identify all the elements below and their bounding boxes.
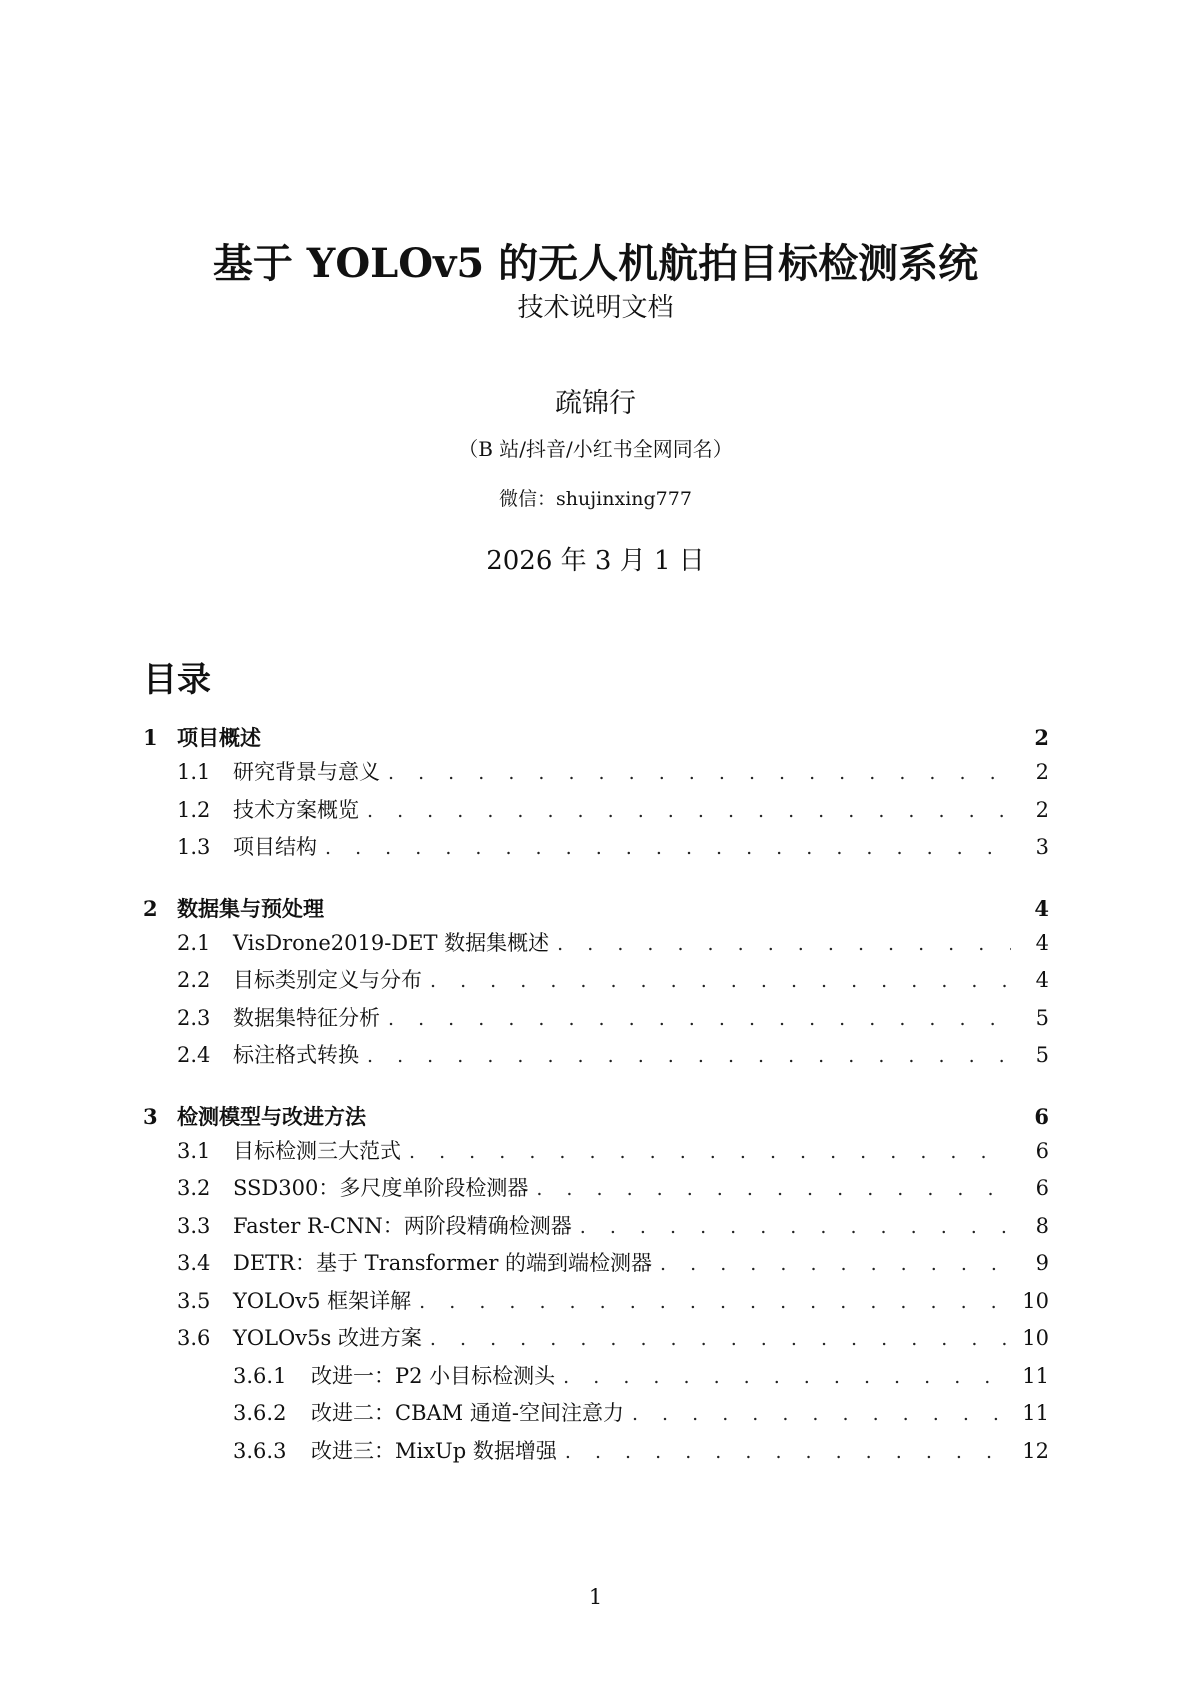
- document-subtitle: 技术说明文档: [517, 293, 674, 323]
- toc-entry-number: 2.2: [177, 968, 211, 992]
- toc-section-number: 1: [143, 725, 158, 750]
- toc-leader-dots: [430, 970, 1011, 992]
- toc-page-number: 4: [1034, 895, 1049, 921]
- toc-entry-title: YOLOv5 框架详解: [233, 1288, 412, 1313]
- toc-entry-number: 2.1: [177, 930, 211, 955]
- toc-entry-number: 1.1: [177, 760, 211, 784]
- toc-leader-dots: [367, 800, 1011, 822]
- toc-section[interactable]: [143, 722, 1049, 756]
- toc-entry[interactable]: [143, 1285, 1049, 1323]
- toc-entry-title: 改进二：CBAM 通道-空间注意力: [311, 1401, 624, 1425]
- document-title: 基于 YOLOv5 的无人机航拍目标检测系统: [212, 240, 979, 287]
- toc-page-number: 3: [1035, 835, 1049, 859]
- toc-entry-number: 2.4: [177, 1043, 211, 1067]
- toc-entry-number: 3.3: [177, 1213, 211, 1238]
- toc-heading: 目录: [143, 660, 211, 700]
- toc-leader-dots: [419, 1291, 1011, 1313]
- toc-entry-title: 目标检测三大范式: [233, 1138, 401, 1163]
- toc-entry[interactable]: [143, 1002, 1049, 1040]
- toc-entry-title: 研究背景与意义: [233, 760, 380, 784]
- toc-leader-dots: [565, 1441, 1011, 1463]
- toc-leader-dots: [430, 1328, 1011, 1350]
- toc-entry[interactable]: [143, 794, 1049, 832]
- toc-entry[interactable]: [143, 756, 1049, 794]
- toc-entry[interactable]: [143, 1210, 1049, 1248]
- toc-entry-title: Faster R-CNN：两阶段精确检测器: [233, 1213, 572, 1238]
- title-block: [0, 238, 1191, 326]
- toc-entry[interactable]: [143, 964, 1049, 1002]
- toc-entry-number: 3.2: [177, 1176, 211, 1200]
- toc-entry-title: VisDrone2019-DET 数据集概述: [233, 930, 550, 955]
- toc-entry-title: 技术方案概览: [233, 797, 359, 822]
- toc-leader-dots: [632, 1403, 1011, 1425]
- toc-page-number: 9: [1035, 1251, 1049, 1275]
- toc-entry-title: 数据集特征分析: [233, 1005, 380, 1030]
- toc-leader-dots: [409, 1141, 1011, 1163]
- toc-section-number: 2: [143, 895, 158, 921]
- toc-entry-number: 3.1: [177, 1138, 211, 1163]
- toc-section[interactable]: [143, 1101, 1049, 1135]
- toc-page-number: 6: [1034, 1103, 1049, 1129]
- toc-page-number: 6: [1035, 1138, 1049, 1163]
- toc-entry-title: 改进一：P2 小目标检测头: [311, 1363, 556, 1388]
- author-wechat: 微信：shujinxing777: [499, 488, 692, 510]
- toc-entry-title: YOLOv5s 改进方案: [233, 1326, 422, 1350]
- toc-page-number: 12: [1022, 1438, 1049, 1463]
- toc-page-number: 2: [1035, 760, 1049, 784]
- toc-entry[interactable]: [143, 1135, 1049, 1173]
- toc-section-title: 数据集与预处理: [177, 895, 324, 921]
- toc-entry-title: SSD300：多尺度单阶段检测器: [233, 1176, 529, 1200]
- toc-page-number: 6: [1035, 1176, 1049, 1200]
- toc-page-number: 4: [1035, 930, 1049, 955]
- toc-leader-dots: [367, 1045, 1011, 1067]
- toc-page-number: 11: [1022, 1363, 1049, 1388]
- toc-page-number: 11: [1022, 1401, 1049, 1425]
- toc-page-number: 10: [1022, 1288, 1049, 1313]
- page-number: 1: [588, 1585, 603, 1609]
- toc-section-number: 3: [143, 1103, 158, 1129]
- toc-entry-number: 2.3: [177, 1005, 211, 1030]
- toc-entry-title: 目标类别定义与分布: [233, 968, 422, 992]
- toc-leader-dots: [580, 1216, 1011, 1238]
- document-date: 2026 年 3 月 1 日: [486, 546, 705, 576]
- toc-leader-dots: [557, 933, 1011, 955]
- toc-entry[interactable]: [143, 1247, 1049, 1285]
- toc-entry-number: 3.4: [177, 1251, 211, 1275]
- toc-leader-dots: [536, 1178, 1011, 1200]
- author-affiliation: （B 站/抖音/小红书全网同名）: [458, 437, 733, 461]
- toc-entry-number: 3.6: [177, 1326, 211, 1350]
- toc-section[interactable]: [143, 893, 1049, 927]
- toc-page-number: 10: [1022, 1326, 1049, 1350]
- toc-entry-number: 1.3: [177, 835, 211, 859]
- table-of-contents: [143, 722, 1049, 1472]
- toc-leader-dots: [388, 1008, 1011, 1030]
- toc-page-number: 2: [1035, 797, 1049, 822]
- toc-entry-number: 3.6.2: [233, 1401, 287, 1425]
- toc-entry-title: 标注格式转换: [233, 1043, 359, 1067]
- toc-entry[interactable]: [143, 1172, 1049, 1210]
- toc-entry[interactable]: [143, 1435, 1049, 1473]
- toc-leader-dots: [660, 1253, 1011, 1275]
- toc-entry[interactable]: [143, 927, 1049, 965]
- toc-entry[interactable]: [143, 831, 1049, 869]
- toc-entry[interactable]: [143, 1039, 1049, 1077]
- toc-page-number: 8: [1035, 1213, 1049, 1238]
- toc-page-number: 2: [1034, 725, 1049, 750]
- toc-entry-number: 3.5: [177, 1288, 211, 1313]
- toc-leader-dots: [388, 762, 1011, 784]
- toc-entry-number: 3.6.1: [233, 1363, 287, 1388]
- toc-entry[interactable]: [143, 1322, 1049, 1360]
- toc-entry-number: 1.2: [177, 797, 211, 822]
- toc-entry[interactable]: [143, 1397, 1049, 1435]
- toc-page-number: 5: [1035, 1043, 1049, 1067]
- toc-section-title: 项目概述: [177, 725, 261, 750]
- toc-entry-title: 改进三：MixUp 数据增强: [311, 1438, 557, 1463]
- toc-entry[interactable]: [143, 1360, 1049, 1398]
- toc-section-title: 检测模型与改进方法: [177, 1103, 366, 1129]
- toc-entry-title: DETR：基于 Transformer 的端到端检测器: [233, 1251, 653, 1275]
- toc-leader-dots: [563, 1366, 1011, 1388]
- toc-page-number: 5: [1035, 1005, 1049, 1030]
- toc-entry-number: 3.6.3: [233, 1438, 287, 1463]
- author-name: 疏锦行: [555, 388, 636, 419]
- toc-page-number: 4: [1035, 968, 1049, 992]
- toc-entry-title: 项目结构: [233, 835, 317, 859]
- toc-leader-dots: [325, 837, 1011, 859]
